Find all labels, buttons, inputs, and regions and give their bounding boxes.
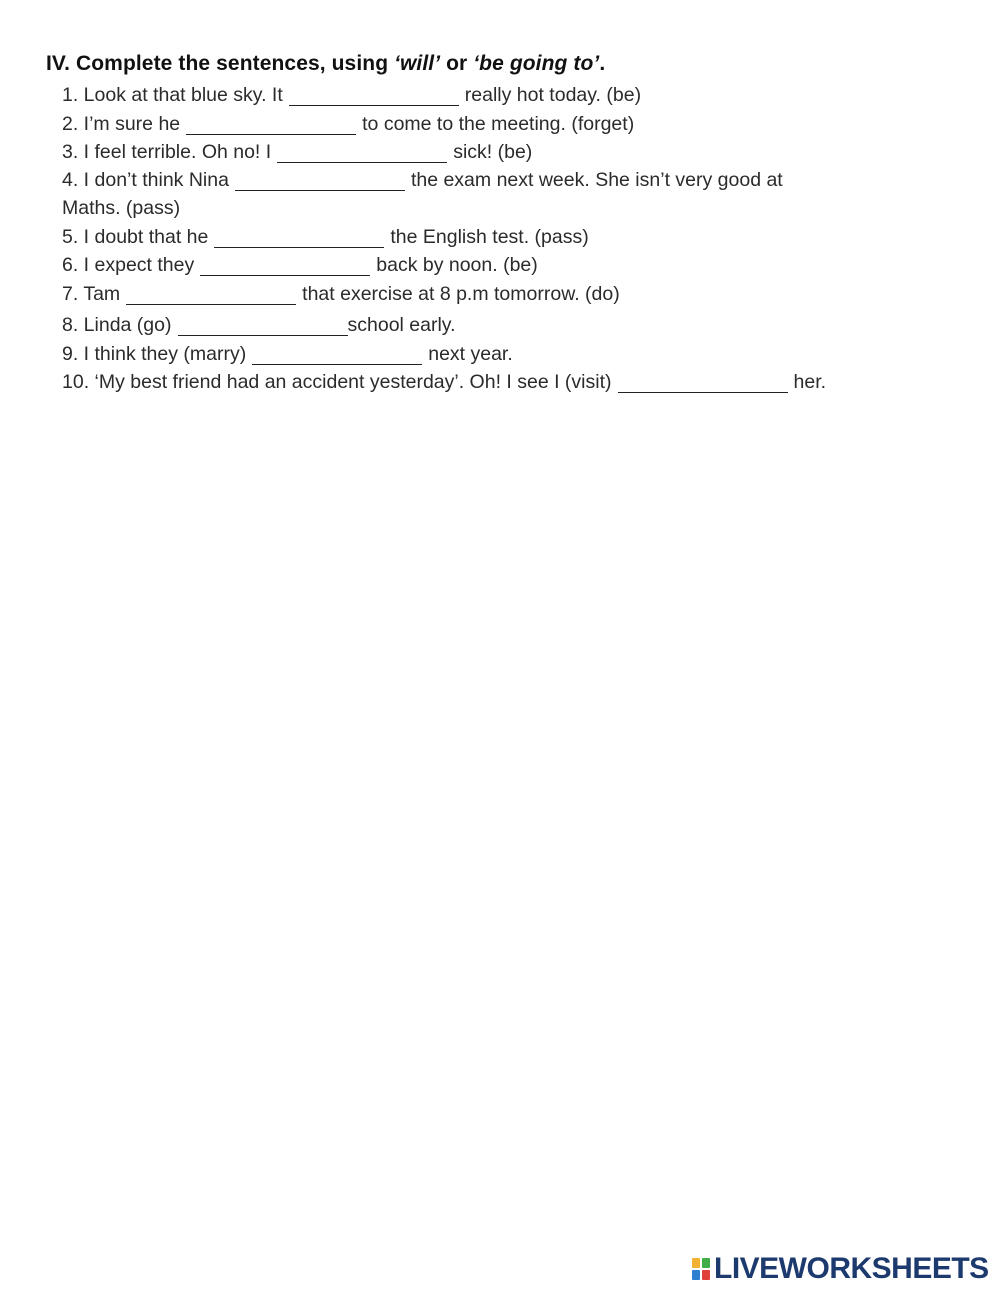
sentence-5: [62, 226, 589, 249]
sentence-10: [62, 371, 826, 394]
sentence-text-before: 6. I expect they: [62, 254, 195, 276]
liveworksheets-logo[interactable]: [692, 1254, 989, 1284]
sentence-text-after: her.: [793, 371, 827, 393]
answer-blank-3[interactable]: [277, 143, 447, 163]
sentence-text-before: 10. ‘My best friend had an accident yesterday’. Oh! I see I (visit): [62, 371, 612, 393]
sentence-text-before: 9. I think they (marry): [62, 343, 247, 365]
sentence-text-after: school early.: [347, 314, 456, 336]
answer-blank-10[interactable]: [618, 373, 788, 393]
sentence-text-before: 4. I don’t think Nina: [62, 169, 229, 191]
sentence-text-after: the exam next week. She isn’t very good at: [410, 169, 783, 191]
sentence-text-before: 8. Linda (go): [62, 314, 172, 336]
sentence-3: [62, 141, 532, 164]
answer-blank-8[interactable]: [178, 316, 348, 336]
sentence-4: [62, 169, 783, 192]
answer-blank-5[interactable]: [214, 228, 384, 248]
liveworksheets-logo-icon: [692, 1258, 710, 1280]
sentence-8: [62, 314, 456, 337]
sentence-7: [62, 283, 620, 306]
sentence-text-before: 5. I doubt that he: [62, 226, 209, 248]
sentence-text-after: sick! (be): [453, 141, 533, 163]
exercise-title: [46, 52, 605, 76]
sentence-continuation: Maths. (pass): [62, 197, 181, 219]
sentence-4-continuation: [62, 197, 180, 220]
sentence-9: [62, 343, 513, 366]
sentence-text-before: 2. I’m sure he: [62, 113, 181, 135]
title-or: or: [440, 52, 474, 75]
logo-mark-cell: [702, 1258, 710, 1268]
answer-blank-1[interactable]: [289, 86, 459, 106]
title-prefix: IV. Complete the sentences, using: [46, 52, 395, 75]
answer-blank-6[interactable]: [200, 256, 370, 276]
sentence-text-after: back by noon. (be): [376, 254, 538, 276]
sentence-text-after: to come to the meeting. (forget): [362, 113, 635, 135]
answer-blank-4[interactable]: [235, 171, 405, 191]
sentence-6: [62, 254, 538, 277]
sentence-text-after: the English test. (pass): [390, 226, 589, 248]
sentence-text-after: really hot today. (be): [464, 84, 642, 106]
logo-mark-cell: [702, 1270, 710, 1280]
sentence-1: [62, 84, 641, 107]
answer-blank-2[interactable]: [186, 115, 356, 135]
title-going: ‘be going to’: [473, 52, 600, 75]
sentence-text-after: next year.: [428, 343, 513, 365]
logo-text: LIVEWORKSHEETS: [714, 1252, 989, 1285]
answer-blank-7[interactable]: [126, 285, 296, 305]
logo-mark-cell: [692, 1258, 700, 1268]
sentence-text-before: 1. Look at that blue sky. It: [62, 84, 283, 106]
sentence-text-before: 7. Tam: [62, 283, 121, 305]
sentence-text-before: 3. I feel terrible. Oh no! I: [62, 141, 272, 163]
sentence-text-after: that exercise at 8 p.m tomorrow. (do): [302, 283, 620, 305]
sentence-2: [62, 113, 634, 136]
title-will: ‘will’: [394, 52, 441, 75]
answer-blank-9[interactable]: [252, 345, 422, 365]
logo-mark-cell: [692, 1270, 700, 1280]
title-end: .: [599, 52, 606, 75]
